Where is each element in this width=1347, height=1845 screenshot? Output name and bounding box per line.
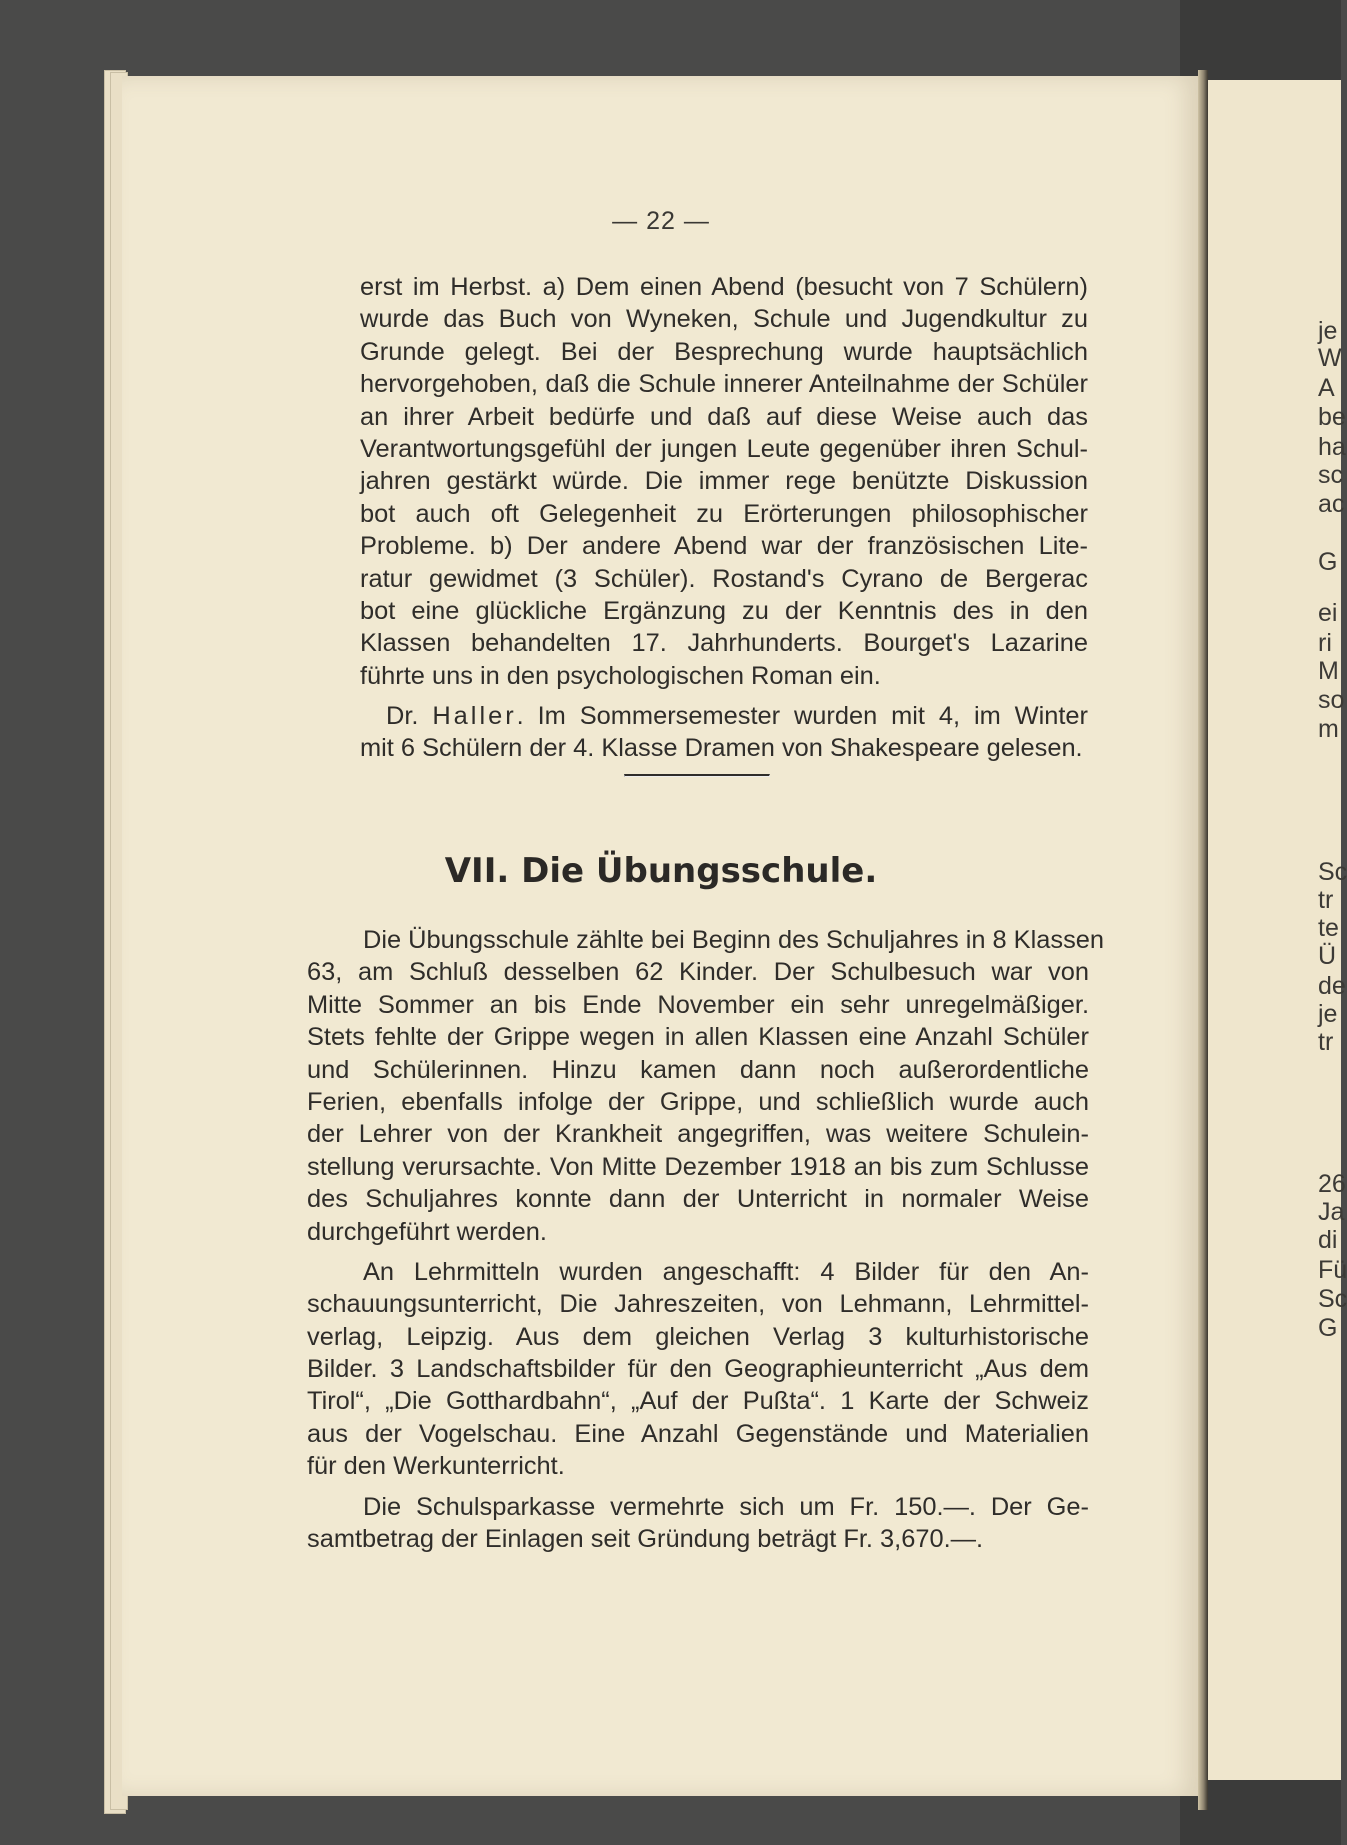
book-gutter xyxy=(1198,70,1208,1810)
text-line: An Lehrmitteln wurden angeschafft: 4 Bilder für den An- xyxy=(363,1257,1089,1286)
text-line: Verantwortungsgefühl der jungen Leute gegenüber ihren Schul- xyxy=(360,434,1088,463)
text-line: Ferien, ebenfalls infolge der Grippe, und schließlich wurde auch xyxy=(307,1087,1089,1116)
line-rest: . Im Sommersemester wurden mit 4, im Winter xyxy=(516,702,1088,731)
facing-page-fragment: W xyxy=(1318,344,1342,372)
facing-page-fragment: ac xyxy=(1318,490,1345,518)
text-line: wurde das Buch von Wyneken, Schule und Jugendkultur zu xyxy=(360,305,1088,334)
text-line: Grunde gelegt. Bei der Besprechung wurde hauptsächlich xyxy=(360,337,1088,366)
text-line: Tirol“, „Die Gotthardbahn“, „Auf der Pußta“. 1 Karte der Schweiz xyxy=(307,1387,1089,1416)
facing-page-fragment: ha xyxy=(1318,433,1346,461)
name-spaced: Haller xyxy=(432,702,517,731)
facing-page-fragment: Sc xyxy=(1318,1285,1347,1313)
section-heading: VII. Die Übungsschule. xyxy=(444,851,878,891)
facing-page-fragment: Sc xyxy=(1318,858,1347,886)
text-line: Die Schulsparkasse vermehrte sich um Fr. 150.—. Der Ge- xyxy=(363,1492,1089,1521)
facing-page-fragment: di xyxy=(1318,1226,1338,1254)
text-line: mit 6 Schülern der 4. Klasse Dramen von Shakespeare gelesen. xyxy=(360,734,1083,763)
paragraph-bottom-2 xyxy=(307,1256,1089,1483)
text-section-top xyxy=(360,271,1088,765)
text-line: Mitte Sommer an bis Ende November ein sehr unregelmäßiger. xyxy=(307,990,1089,1019)
text-line: Stets fehlte der Grippe wegen in allen Klassen eine Anzahl Schüler xyxy=(307,1023,1089,1052)
facing-page-fragment: Ja xyxy=(1318,1198,1345,1226)
text-line: 63, am Schluß desselben 62 Kinder. Der Schulbesuch war von xyxy=(307,958,1089,987)
paragraph-bottom-3 xyxy=(307,1491,1089,1556)
facing-page-fragment: m xyxy=(1318,715,1339,743)
text-line: ratur gewidmet (3 Schüler). Rostand's Cyrano de Bergerac xyxy=(360,564,1088,593)
facing-page-fragment: ei xyxy=(1318,599,1338,627)
facing-page-fragment: tr xyxy=(1318,886,1334,914)
text-line: Klassen behandelten 17. Jahrhunderts. Bourget's Lazarine xyxy=(360,629,1088,658)
facing-page-fragment: Fü xyxy=(1318,1256,1347,1284)
text-line: bot eine glückliche Ergänzung zu der Kenntnis des in den xyxy=(360,596,1088,625)
text-line: verlag, Leipzig. Aus dem gleichen Verlag 3 kulturhistorische xyxy=(307,1322,1089,1351)
facing-page-edge xyxy=(1208,80,1347,1780)
text-line: bot auch oft Gelegenheit zu Erörterungen philosophischer xyxy=(360,499,1088,528)
text-section-bottom xyxy=(307,924,1105,1555)
facing-page-fragment: te xyxy=(1318,914,1339,942)
text-line: hervorgehoben, daß die Schule innerer Anteilnahme der Schüler xyxy=(360,370,1088,399)
text-line: schauungsunterricht, Die Jahreszeiten, von Lehmann, Lehrmittel- xyxy=(307,1290,1089,1319)
facing-page-fragment: so xyxy=(1318,686,1345,714)
facing-page-fragment: be xyxy=(1318,403,1346,431)
facing-page-fragment: sc xyxy=(1318,461,1343,489)
text-line: führte uns in den psychologischen Roman ein. xyxy=(360,661,881,690)
text-line: an ihrer Arbeit bedürfe und daß auf diese Weise auch das xyxy=(360,402,1088,431)
paragraph-top-1 xyxy=(360,271,1088,692)
book-page xyxy=(122,76,1200,1796)
text-line: stellung verursachte. Von Mitte Dezember 1918 an bis zum Schlusse xyxy=(307,1152,1089,1181)
text-line: aus der Vogelschau. Eine Anzahl Gegenstände und Materialien xyxy=(307,1419,1089,1448)
paragraph-top-2 xyxy=(360,700,1088,765)
text-line: des Schuljahres konnte dann der Unterricht in normaler Weise xyxy=(307,1185,1089,1214)
facing-page-fragment: 26 xyxy=(1318,1170,1346,1198)
facing-page-fragment: ri xyxy=(1318,629,1332,657)
text-line: Bilder. 3 Landschaftsbilder für den Geographieunterricht „Aus dem xyxy=(307,1355,1089,1384)
facing-page-fragment: je xyxy=(1318,1000,1338,1028)
text-line: jahren gestärkt würde. Die immer rege benützte Diskussion xyxy=(360,467,1088,496)
text-line: und Schülerinnen. Hinzu kamen dann noch außerordentliche xyxy=(307,1055,1089,1084)
facing-page-fragment: Ü xyxy=(1318,942,1337,970)
facing-page-fragment: G xyxy=(1318,548,1338,576)
text-line: erst im Herbst. a) Dem einen Abend (besucht von 7 Schülern) xyxy=(360,273,1088,301)
text-line xyxy=(360,700,1088,732)
section-divider xyxy=(624,774,770,777)
name-prefix: Dr. xyxy=(386,702,433,731)
text-line: Die Übungsschule zählte bei Beginn des Schuljahres in 8 Klassen xyxy=(363,926,1105,954)
facing-page-fragment: M xyxy=(1318,657,1339,685)
facing-page-fragment: je xyxy=(1318,317,1338,345)
facing-page-fragment: A xyxy=(1318,374,1335,402)
text-line: durchgeführt werden. xyxy=(307,1217,547,1246)
facing-page-fragment: de xyxy=(1318,972,1346,1000)
text-line: Probleme. b) Der andere Abend war der französischen Lite- xyxy=(360,532,1088,561)
text-line: samtbetrag der Einlagen seit Gründung beträgt Fr. 3,670.—. xyxy=(307,1525,984,1554)
facing-page-fragment: G xyxy=(1318,1314,1338,1342)
page-number: — 22 — xyxy=(612,207,710,235)
paragraph-bottom-1 xyxy=(307,924,1105,1248)
facing-page-fragment: tr xyxy=(1318,1028,1334,1056)
text-line: der Lehrer von der Krankheit angegriffen, was weitere Schulein- xyxy=(307,1120,1089,1149)
text-line: für den Werkunterricht. xyxy=(307,1452,565,1481)
